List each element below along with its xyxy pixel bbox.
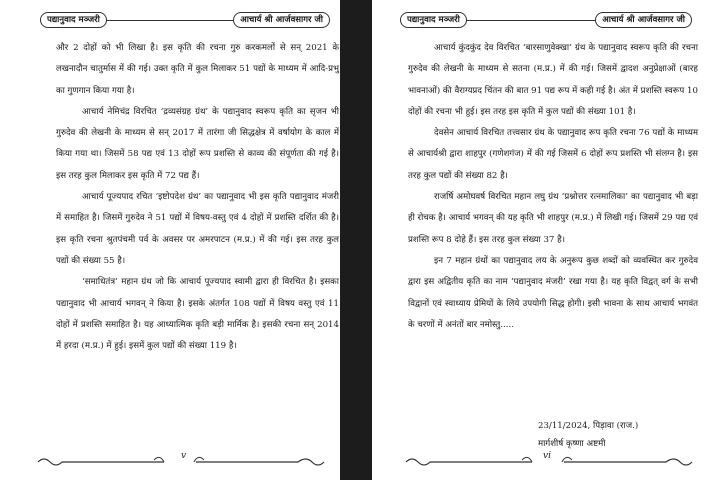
page-number: vi bbox=[540, 451, 554, 461]
paragraph: आचार्य नेमिचंद्र विरचित ‘द्रव्यसंग्रह ग्रंथ’ के पद्यानुवाद स्वरूप कृति का सृजन भी गुरुदेव की लेखनी के माध्यम से सन् 2017 में तारंगा जी सिद्धक्षेत्र में वर्षायोग के काल में किया गया था। जिसमें 58 पद्य एवं 13 दोहों रूप प्रशस्ति से काव्य की संपूर्णता की गई है। इस तरह कुल मिलाकर इस कृति में 72 पद्य हैं। bbox=[56, 106, 339, 181]
paragraph: ‘समाधितंत्र’ महान ग्रंथ जो कि आचार्य पूज्यपाद स्वामी द्वारा ही विरचित है। इसका पद्यानुवाद भी आचार्य भगवन् ने किया है। इसके अंतर्गत 108 पद्यों में विषय वस्तु एवं 11 दोहों में प्रशस्ति समाहित है। यह आध्यात्मिक कृति बड़ी मार्मिक है। इसकी रचना सन् 2014 में हरदा (म.प्र.) में हुई। इसमें कुल पद्यों की संख्या 119 है। bbox=[56, 277, 339, 352]
body-text bbox=[408, 38, 698, 336]
paragraph: राजर्षि अमोघवर्ष विरचित महान लघु ग्रंथ ‘प्रश्नोत्तर रत्नमालिका’ का पद्यानुवाद भी बड़ा ही रोचक है। आचार्य भगवन् की यह कृति भी शाहपुर (म.प्र.) में लिखी गई। जिसमें 29 पद्य एवं प्रशस्ति रूप 8 दोहे हैं। इस तरह कुल संख्या 37 है। bbox=[408, 192, 698, 245]
book-gutter bbox=[340, 0, 372, 480]
paragraph: देवसेन आचार्य विरचित तत्त्वसार ग्रंथ के पद्यानुवाद रूप कृति रचना 76 पद्यों के माध्यम से आचार्यश्री द्वारा शाहपुर (गणेशगंज) में की गई जिसमें 6 दोहों रूप प्रशस्ति भी संलग्न है। इस तरह कुल पद्यों की संख्या 82 है। bbox=[408, 128, 698, 181]
signoff-month: मार्गशीर्ष कृष्णा अष्टमी bbox=[538, 439, 606, 449]
right-page bbox=[372, 0, 712, 480]
paragraph: इन 7 महान ग्रंथों का पद्यानुवाद लय के अनुरूप कुछ शब्दों को व्यवस्थित कर गुरुदेव द्वारा इस अद्वितीय कृति का नाम ‘पद्यानुवाद मंजरी’ रखा गया है। यह कृति विद्वत् वर्ग के सभी विद्वानों एवं स्वाध्याय प्रेमियों के लिये उपयोगी सिद्ध होगी। इसी भावना के साथ आचार्य भगवंत के चरणों में अनंतों बार नमोस्तु..... bbox=[408, 255, 698, 330]
author-tag: आचार्य श्री आर्जवसागर जी bbox=[233, 12, 330, 28]
paragraph: आचार्य पूज्यपाद रचित ‘इष्टोपदेश ग्रंथ’ का पद्यानुवाद भी इस कृति पद्यानुवाद मंजरी में समाहित है। जिसमें गुरुदेव ने 51 पद्यों में विषय-वस्तु एवं 4 दोहों में प्रशस्ति दर्शित की है। इस कृति रचना श्रुतपंचमी पर्व के अवसर पर अमरपाटन (म.प्र.) में की गई। इस तरह कुल पद्यों की संख्या 55 है। bbox=[56, 192, 339, 266]
book-title-tag: पद्यानुवाद मञ्जरी bbox=[400, 12, 467, 28]
book-title-tag: पद्यानुवाद मञ्जरी bbox=[40, 12, 107, 28]
running-header bbox=[40, 10, 330, 30]
paragraph: आचार्य कुंदकुंद देव विरचित ‘बारसाणुवेक्खा’ ग्रंथ के पद्यानुवाद स्वरूप कृति की रचना गुरुदेव की लेखनी के माध्यम से सतना (म.प्र.) में की गई। जिसमें द्वादश अनुप्रेक्षाओं (बारह भावनाओं) की वैराग्यप्रद चिंतन की बात 91 पद्य रूप में कही गई है। अंत में प्रशस्ति स्वरूप 10 दोहों की रचना भी हुई। इस तरह इस कृति में कुल पद्यों की संख्या 101 है। bbox=[408, 43, 698, 117]
running-header bbox=[400, 10, 692, 30]
body-text bbox=[56, 38, 339, 357]
paragraph: और 2 दोहों को भी लिखा है। इस कृति की रचना गुरु करकमलों से सन् 2021 के लखनादौन चातुर्मास में की गई। उक्त कृति में कुल मिलाकर 51 पद्यों के माध्यम में आदि-प्रभु का गुणगान किया गया है। bbox=[56, 43, 339, 96]
author-tag: आचार्य श्री आर्जवसागर जी bbox=[595, 12, 692, 28]
signoff-date: 23/11/2024, पिड़ावा (राज.) bbox=[538, 421, 639, 431]
page-number: v bbox=[178, 451, 189, 461]
left-page bbox=[0, 0, 340, 480]
